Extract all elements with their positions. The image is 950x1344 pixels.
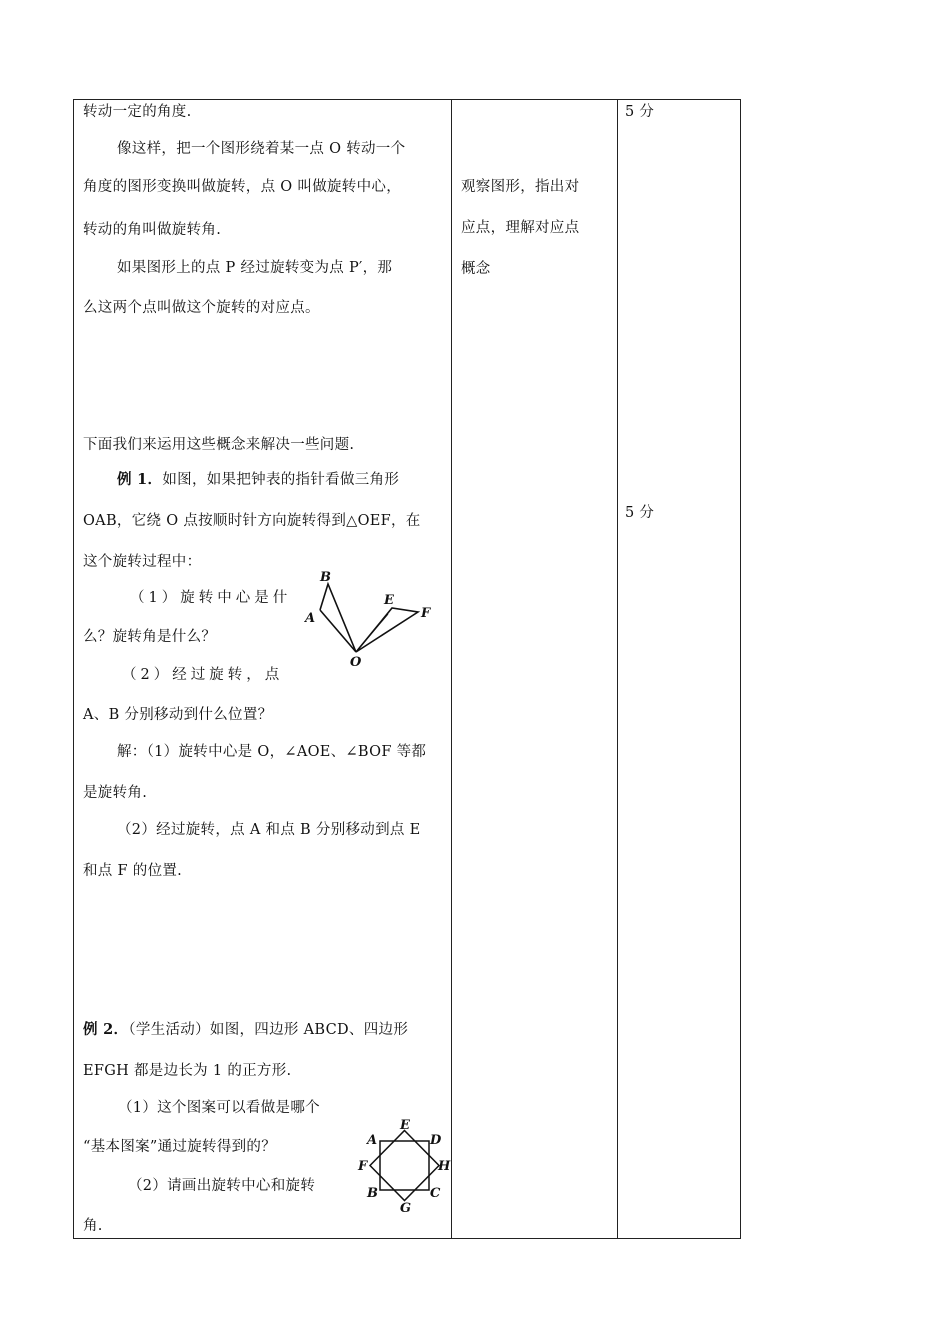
label-h: H [438, 1159, 451, 1174]
example-1-answer-2-line-2: 和点 F 的位置. [83, 863, 183, 879]
definition-line-2: 角度的图形变换叫做旋转，点 O 叫做旋转中心， [83, 179, 402, 195]
time-allocation-1: 5 分 [625, 104, 655, 120]
definition-line-3: 转动的角叫做旋转角. [83, 222, 222, 238]
example-1-answer-1-line-2: 是旋转角. [83, 785, 148, 801]
example-2-question-1-line-2: “基本图案”通过旋转得到的？ [83, 1139, 277, 1155]
example-2-question-2-line-1: （2）请画出旋转中心和旋转 [128, 1178, 316, 1194]
example-1-line-1: 例 1．如图，如果把钟表的指针看做三角形 [117, 471, 400, 488]
example-2-question-1-line-1: （1）这个图案可以看做是哪个 [118, 1100, 320, 1116]
label-f: F [358, 1159, 368, 1174]
triangle-oef-inner [356, 614, 388, 652]
example-2-line-2: EFGH 都是边长为 1 的正方形. [83, 1063, 292, 1079]
label-f: F [421, 606, 431, 621]
example-2-label: 例 2． [83, 1021, 129, 1038]
example-1-question-2-line-2: A、B 分别移动到什么位置？ [83, 707, 273, 723]
definition-line-1: 像这样，把一个图形绕着某一点 O 转动一个 [117, 141, 406, 157]
triangle-oab [320, 584, 356, 652]
label-c: C [430, 1186, 441, 1201]
intro-line: 下面我们来运用这些概念来解决一些问题. [83, 437, 355, 453]
student-activity-line-1: 观察图形，指出对 [461, 179, 580, 195]
student-activity-line-2: 应点，理解对应点 [461, 220, 580, 236]
label-e: E [400, 1118, 410, 1133]
example-1-line-2: OAB，它绕 O 点按顺时针方向旋转得到△OEF，在 [83, 513, 421, 529]
example-1-answer-2-line-1: （2）经过旋转，点 A 和点 B 分别移动到点 E [117, 822, 421, 838]
example-1-line-3: 这个旋转过程中： [83, 554, 202, 570]
example-1-question-2-line-1: （2）经过旋转，点 [122, 667, 284, 683]
two-squares-figure [356, 1116, 452, 1216]
label-a: A [305, 611, 316, 626]
label-a: A [367, 1133, 378, 1148]
student-activity-line-3: 概念 [461, 261, 491, 277]
example-1-question-1-line-1: （1）旋转中心是什 [130, 590, 292, 606]
column-divider-1 [451, 100, 452, 1238]
correspondence-line-1: 如果图形上的点 P 经过旋转变为点 P′，那 [117, 260, 393, 276]
correspondence-line-2: 么这两个点叫做这个旋转的对应点。 [83, 300, 320, 316]
label-b: B [367, 1186, 378, 1201]
example-1-answer-1-line-1: 解：（1）旋转中心是 O，∠AOE、∠BOF 等都 [117, 744, 427, 760]
example-1-label: 例 1． [117, 471, 163, 488]
text-rotate-angle: 转动一定的角度. [83, 104, 192, 120]
time-allocation-2: 5 分 [625, 505, 655, 521]
label-e: E [384, 593, 394, 608]
example-1-question-1-line-2: 么？旋转角是什么？ [83, 629, 217, 645]
label-o: O [350, 655, 362, 670]
column-divider-2 [617, 100, 618, 1238]
label-b: B [320, 570, 331, 585]
label-g: G [400, 1201, 412, 1216]
example-2-question-2-line-2: 角. [83, 1218, 103, 1234]
example-2-line-1: 例 2．（学生活动）如图，四边形 ABCD、四边形 [83, 1021, 409, 1038]
clock-hands-figure [300, 566, 440, 670]
label-d: D [430, 1133, 442, 1148]
